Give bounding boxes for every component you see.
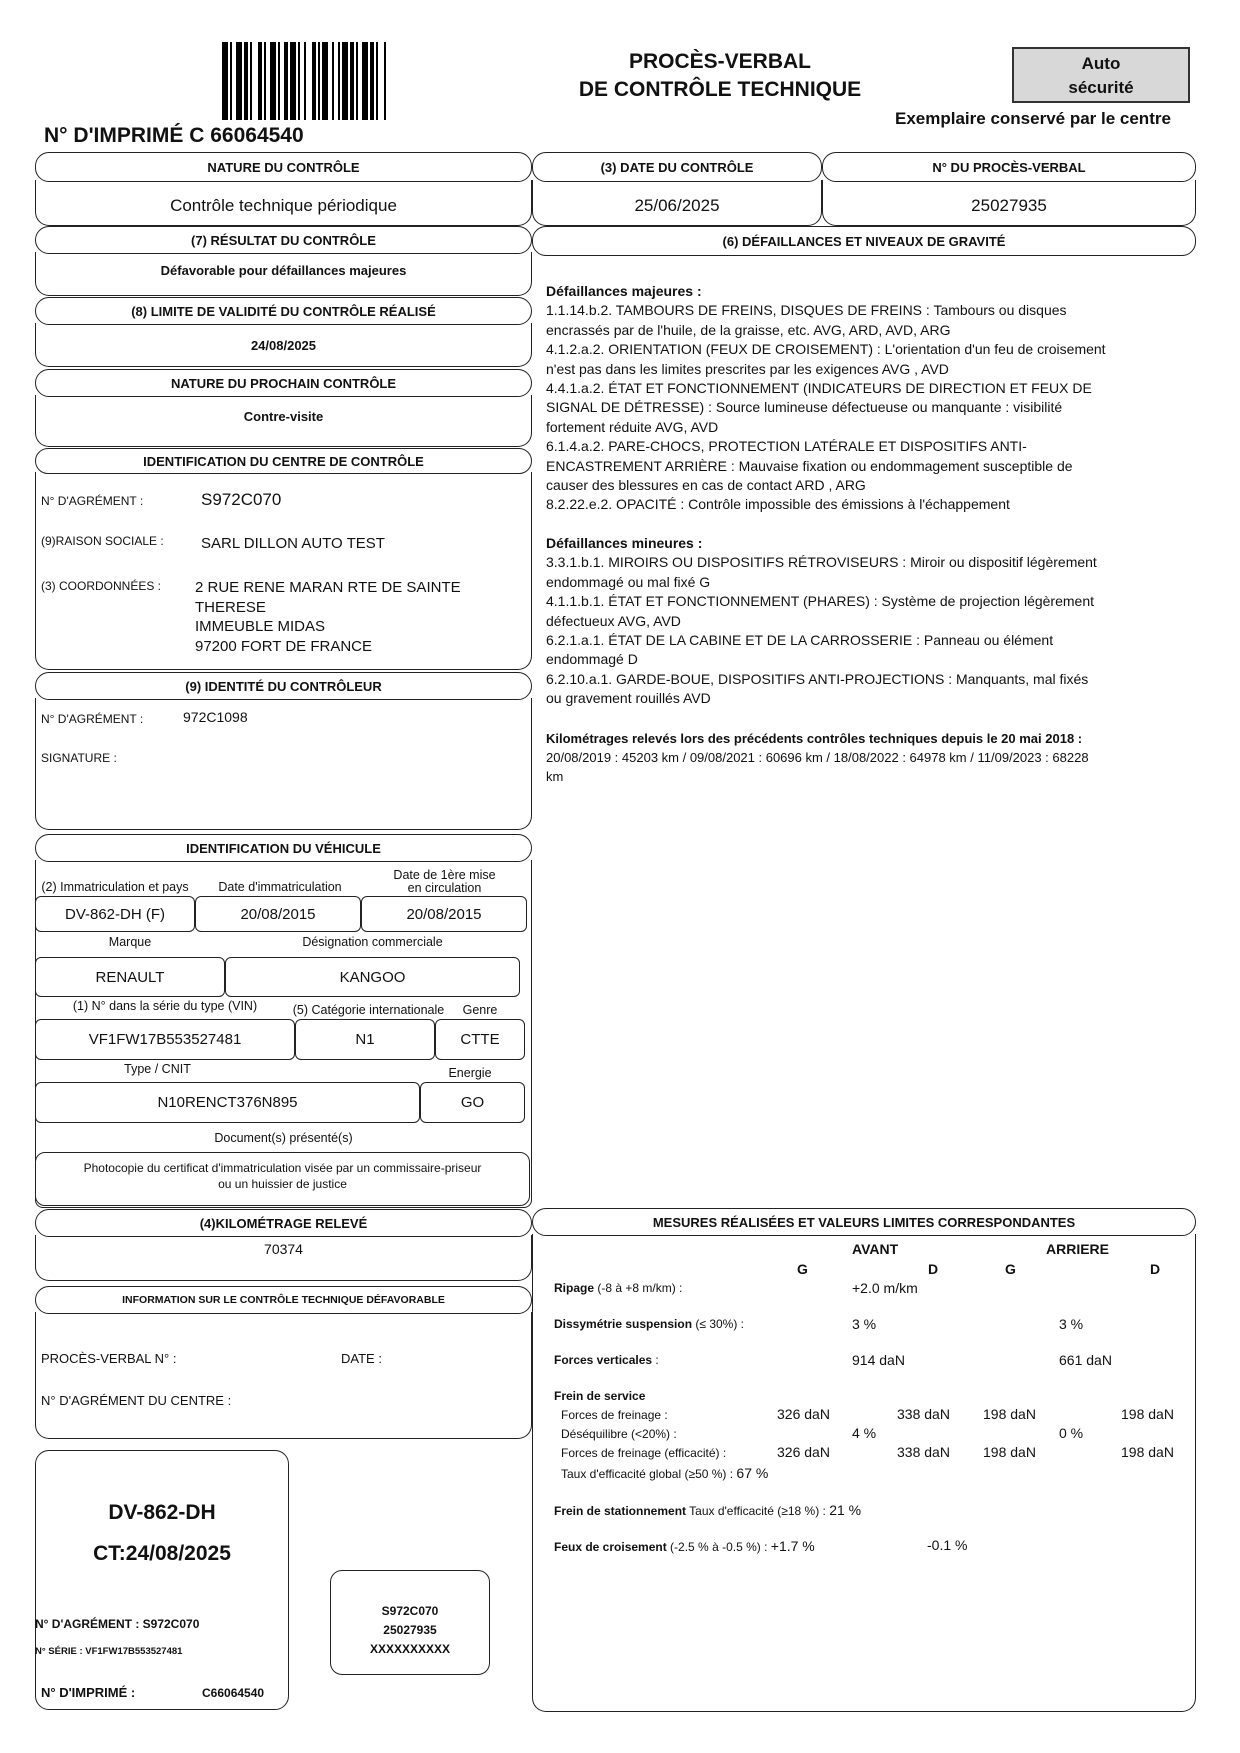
type-value: N10RENCT376N895 (35, 1082, 420, 1123)
sticker-box (35, 1450, 289, 1710)
brand-line-1: Auto (1081, 54, 1121, 73)
feux-g: +1.7 % (770, 1538, 815, 1554)
barcode (222, 42, 422, 120)
date-immat-value: 20/08/2015 (195, 896, 361, 932)
minor-defect: 4.1.1.b.1. ÉTAT ET FONCTIONNEMENT (PHARES) : Système de projection légèrement défectueux AVG, AVD (546, 593, 1094, 629)
date-immat-label: Date d'immatriculation (218, 880, 342, 894)
forces-v-ar: 661 daN (1059, 1352, 1112, 1368)
next-label: NATURE DU PROCHAIN CONTRÔLE (170, 375, 397, 391)
mileage-label: (4)KILOMÉTRAGE RELEVÉ (199, 1215, 368, 1231)
validity-header (35, 297, 532, 325)
feux-row (554, 1538, 815, 1554)
title-line-1: PROCÈS-VERBAL (628, 50, 812, 73)
barcode-bar (376, 42, 378, 120)
first-circ-label-2: en circulation (407, 881, 482, 895)
arriere-d-label: D (1150, 1261, 1161, 1277)
feux-label: Feux de croisement (554, 1540, 667, 1554)
stationnement-label: Frein de stationnement (554, 1504, 687, 1518)
immat-label: (2) Immatriculation et pays (41, 880, 189, 894)
result-value: Défavorable pour défaillances majeures (160, 263, 407, 278)
unfavorable-center-label: N° D'AGRÉMENT DU CENTRE : (41, 1393, 232, 1408)
center-coord-label: (3) COORDONNÉES : (41, 579, 162, 593)
barcode-bar (312, 42, 316, 120)
arriere-label: ARRIERE (1046, 1241, 1110, 1257)
barcode-bar (222, 42, 228, 120)
ripage-row (554, 1281, 682, 1295)
vin-value: VF1FW17B553527481 (35, 1019, 295, 1060)
barcode-bar (332, 42, 334, 120)
forces-v-label: Forces verticales (554, 1353, 653, 1367)
date-value: 25/06/2025 (634, 196, 720, 215)
minor-defect: 6.2.1.a.1. ÉTAT DE LA CABINE ET DE LA CARROSSERIE : Panneau ou élément endommagé D (546, 631, 1054, 668)
brand-line-2: sécurité (1068, 78, 1134, 97)
barcode-bar (322, 42, 328, 120)
ffe-label: Forces de freinage (efficacité) : (561, 1446, 727, 1460)
dissym-row (554, 1317, 744, 1331)
barcode-bar (290, 42, 296, 120)
measures-header (532, 1208, 1196, 1236)
avant-label: AVANT (852, 1241, 899, 1257)
date-header (532, 152, 822, 182)
taux-global-label: Taux d'efficacité global (≥50 %) : (561, 1467, 734, 1481)
ffe-avg: 326 daN (777, 1444, 830, 1460)
barcode-bar (370, 42, 374, 120)
dissym-label: Dissymétrie suspension (554, 1317, 693, 1331)
forces-v-av: 914 daN (852, 1352, 905, 1368)
barcode-bar (250, 42, 252, 120)
vin-label: (1) N° dans la série du type (VIN) (72, 999, 258, 1013)
stamp-line-3: XXXXXXXXXX (369, 1642, 451, 1656)
barcode-bar (278, 42, 280, 120)
dissym-limit: (≤ 30%) : (692, 1317, 744, 1331)
deseq-label: Déséquilibre (<20%) : (561, 1427, 677, 1441)
km-title: Kilométrages relevés lors des précédents contrôles techniques depuis le 20 mai 2018 : (546, 730, 1083, 746)
minor-defect: 6.2.10.a.1. GARDE-BOUE, DISPOSITIFS ANTI-PROJECTIONS : Manquants, mal fixés ou gravement rouillés AVD (546, 670, 1089, 707)
docs-line-1: Photocopie du certificat d'immatriculation visée par un commissaire-priseur (83, 1161, 482, 1175)
sticker-printed-label: N° D'IMPRIMÉ : (41, 1685, 136, 1700)
sticker-plate: DV-862-DH (108, 1501, 216, 1524)
stamp-line-1: S972C070 (381, 1604, 439, 1618)
arriere-g-label: G (1005, 1261, 1016, 1277)
center-agrement-value: S972C070 (201, 490, 282, 509)
copy-note: Exemplaire conservé par le centre (895, 109, 1171, 128)
controller-label: (9) IDENTITÉ DU CONTRÔLEUR (185, 678, 382, 694)
feux-limit: (-2.5 % à -0.5 %) : (666, 1540, 768, 1554)
sticker-ct: CT:24/08/2025 (93, 1542, 231, 1565)
stamp-text (330, 1602, 490, 1659)
km-history (546, 729, 1106, 787)
minor-defect: 3.3.1.b.1. MIROIRS OU DISPOSITIFS RÉTROVISEURS : Miroir ou dispositif légèrement endommagé ou mal fixé G (546, 554, 1097, 590)
barcode-bar (304, 42, 306, 120)
sticker-agrement: N° D'AGRÉMENT : S972C070 (35, 1617, 200, 1631)
cat-value: N1 (295, 1019, 435, 1060)
ff-avd: 338 daN (897, 1406, 950, 1422)
first-circ-label-1: Date de 1ère mise (393, 868, 496, 882)
unfavorable-date-label: DATE : (341, 1351, 382, 1366)
vehicle-label: IDENTIFICATION DU VÉHICULE (186, 840, 381, 856)
immat-value: DV-862-DH (F) (35, 896, 195, 932)
defects-header (532, 226, 1196, 256)
controller-agrement-label: N° D'AGRÉMENT : (41, 712, 144, 726)
docs-line-2: ou un huissier de justice (218, 1177, 347, 1191)
ffe-ard: 198 daN (1121, 1444, 1174, 1460)
ff-arg: 198 daN (983, 1406, 1036, 1422)
mileage-value: 70374 (264, 1241, 303, 1257)
defects-body (546, 282, 1106, 787)
coord-line: 2 RUE RENE MARAN RTE DE SAINTE (195, 579, 461, 596)
pv-header (822, 152, 1196, 182)
taux-global-value: 67 % (736, 1465, 769, 1481)
avant-d-label: D (928, 1261, 939, 1277)
deseq-av: 4 % (852, 1425, 877, 1441)
feux-d: -0.1 % (927, 1537, 968, 1553)
result-header (35, 226, 532, 254)
stamp-line-2: 25027935 (383, 1623, 437, 1637)
energie-label: Energie (448, 1066, 492, 1080)
barcode-bar (298, 42, 300, 120)
barcode-bar (338, 42, 340, 120)
taux-global-row (561, 1465, 768, 1481)
date-label: (3) DATE DU CONTRÔLE (600, 159, 754, 175)
center-raison-value: SARL DILLON AUTO TEST (201, 535, 385, 552)
marque-value: RENAULT (35, 957, 225, 997)
ripage-label: Ripage (554, 1281, 595, 1295)
barcode-bar (258, 42, 262, 120)
marque-label: Marque (108, 935, 152, 949)
validity-value: 24/08/2025 (250, 338, 317, 353)
barcode-bar (236, 42, 242, 120)
brand-box (1012, 47, 1190, 103)
docs-value (35, 1160, 530, 1192)
ffe-avd: 338 daN (897, 1444, 950, 1460)
result-label: (7) RÉSULTAT DU CONTRÔLE (191, 232, 376, 248)
barcode-bar (342, 42, 348, 120)
title-line-2: DE CONTRÔLE TECHNIQUE (578, 78, 862, 101)
barcode-bar (318, 42, 320, 120)
center-raison-label: (9)RAISON SOCIALE : (41, 534, 164, 548)
ffe-arg: 198 daN (983, 1444, 1036, 1460)
controller-header (35, 672, 532, 700)
major-title: Défaillances majeures : (546, 283, 702, 299)
deseq-ar: 0 % (1059, 1425, 1084, 1441)
ripage-limit: (-8 à +8 m/km) : (594, 1281, 683, 1295)
next-value: Contre-visite (243, 409, 324, 424)
km-values: 20/08/2019 : 45203 km / 09/08/2021 : 60696 km / 18/08/2022 : 64978 km / 11/09/2023 : 68228 km (546, 749, 1089, 785)
next-header (35, 369, 532, 397)
ff-avg: 326 daN (777, 1406, 830, 1422)
mileage-header (35, 1209, 532, 1237)
center-header (35, 448, 532, 474)
vehicle-header (35, 834, 532, 862)
barcode-bar (356, 42, 358, 120)
barcode-bar (384, 42, 386, 120)
nature-value: Contrôle technique périodique (170, 196, 397, 215)
stationnement-row (554, 1502, 861, 1518)
barcode-bar (270, 42, 276, 120)
unfavorable-box (35, 1312, 532, 1439)
designation-value: KANGOO (225, 957, 520, 997)
major-defect: 4.1.2.a.2. ORIENTATION (FEUX DE CROISEMENT) : L'orientation d'un feu de croisement n'est pas dans les limites prescrites par les exigences AVG , AVD (546, 341, 1106, 377)
ff-ard: 198 daN (1121, 1406, 1174, 1422)
minor-title: Défaillances mineures : (546, 534, 703, 551)
barcode-bar (362, 42, 368, 120)
validity-label: (8) LIMITE DE VALIDITÉ DU CONTRÔLE RÉALISÉ (131, 303, 436, 319)
major-defect: 4.4.1.a.2. ÉTAT ET FONCTIONNEMENT (INDICATEURS DE DIRECTION ET FEUX DE SIGNAL DE DÉTRESSE) : Source lumineuse défectueuse ou manquante : visibilité fortement réduite AVG, AVD (546, 380, 1092, 435)
stationnement-value: 21 % (829, 1502, 862, 1518)
frein-service-title: Frein de service (554, 1389, 646, 1403)
stationnement-limit: Taux d'efficacité (≥18 %) : (686, 1504, 826, 1518)
nature-header (35, 152, 532, 182)
unfavorable-label: INFORMATION SUR LE CONTRÔLE TECHNIQUE DÉFAVORABLE (122, 1294, 445, 1306)
unfavorable-pv-label: PROCÈS-VERBAL N° : (41, 1351, 177, 1366)
energie-value: GO (420, 1082, 525, 1123)
center-agrement-label: N° D'AGRÉMENT : (41, 494, 144, 508)
ff-label: Forces de freinage : (561, 1408, 668, 1422)
center-label: IDENTIFICATION DU CENTRE DE CONTRÔLE (143, 453, 424, 469)
cat-label: (5) Catégorie internationale (292, 1003, 445, 1017)
type-label: Type / CNIT (124, 1062, 191, 1076)
first-circ-label (362, 869, 527, 895)
major-defect: 1.1.14.b.2. TAMBOURS DE FREINS, DISQUES DE FREINS : Tambours ou disques encrassés par de l'huile, de la graisse, etc. AVG, ARD, AVD, ARG (546, 302, 1067, 338)
document-title (560, 48, 880, 104)
coord-line: THERESE (195, 598, 266, 616)
coord-line: 97200 FORT DE FRANCE (195, 637, 373, 655)
center-coord-lines (195, 578, 461, 656)
dissym-ar: 3 % (1059, 1316, 1084, 1332)
nature-label: NATURE DU CONTRÔLE (207, 159, 360, 175)
sticker-serie: N° SÉRIE : VF1FW17B553527481 (35, 1646, 183, 1657)
major-defect: 8.2.22.e.2. OPACITÉ : Contrôle impossible des émissions à l'échappement (546, 496, 1010, 513)
defects-label: (6) DÉFAILLANCES ET NIVEAUX DE GRAVITÉ (722, 233, 1006, 249)
dissym-av: 3 % (852, 1316, 877, 1332)
barcode-bar (230, 42, 232, 120)
controller-agrement-value: 972C1098 (183, 709, 248, 725)
forces-v-row (554, 1353, 659, 1367)
barcode-bar (350, 42, 354, 120)
ripage-value: +2.0 m/km (852, 1280, 918, 1296)
pv-value: 25027935 (971, 196, 1047, 215)
printed-number: N° D'IMPRIMÉ C 66064540 (44, 124, 304, 147)
genre-value: CTTE (435, 1019, 525, 1060)
barcode-bar (284, 42, 288, 120)
avant-g-label: G (797, 1261, 808, 1277)
measures-label: MESURES RÉALISÉES ET VALEURS LIMITES CORRESPONDANTES (652, 1214, 1076, 1230)
unfavorable-header (35, 1286, 532, 1314)
docs-label: Document(s) présenté(s) (214, 1131, 353, 1145)
barcode-bar (264, 42, 266, 120)
coord-line: IMMEUBLE MIDAS (195, 618, 326, 635)
barcode-bar (244, 42, 248, 120)
pv-label: N° DU PROCÈS-VERBAL (932, 159, 1086, 175)
first-circ-value: 20/08/2015 (361, 896, 527, 932)
sticker-printed-value: C66064540 (202, 1686, 265, 1700)
genre-label: Genre (462, 1003, 498, 1017)
designation-label: Désignation commerciale (302, 935, 443, 949)
signature-label: SIGNATURE : (41, 751, 117, 765)
major-defect: 6.1.4.a.2. PARE-CHOCS, PROTECTION LATÉRALE ET DISPOSITIFS ANTI-ENCASTREMENT ARRIÈRE : Mauvaise fixation ou endommagement susceptible de causer des blessures en cas de contact ARD , ARG (546, 438, 1073, 494)
forces-v-limit: : (652, 1353, 659, 1367)
